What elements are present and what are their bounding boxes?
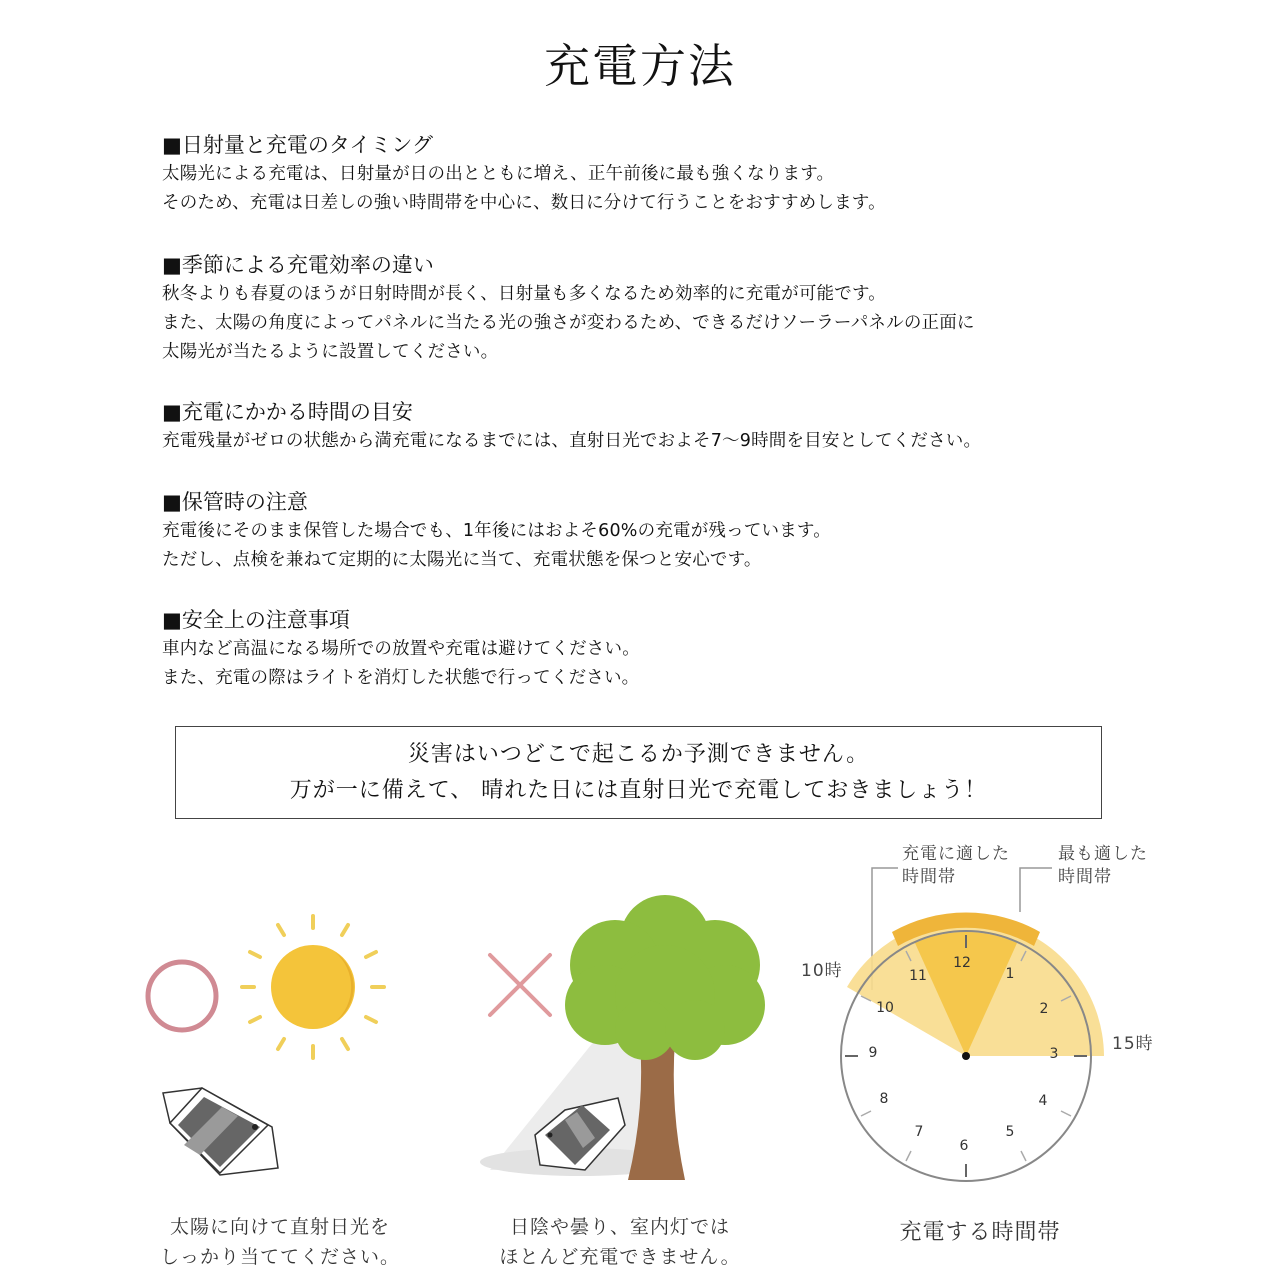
section-safety xyxy=(162,605,1162,693)
svg-text:6: 6 xyxy=(959,1138,969,1154)
label-line: 最も適した xyxy=(1058,844,1148,864)
section-text: また、充電の際はライトを消灯した状態で行ってください。 xyxy=(162,668,640,688)
caption-line: 日陰や曇り、室内灯では xyxy=(509,1216,730,1238)
label-line: 時間帯 xyxy=(902,867,956,887)
label-line: 充電に適した xyxy=(902,844,1010,864)
section-text: また、太陽の角度によってパネルに当たる光の強さが変わるため、できるだけソーラーパネルの正面に xyxy=(162,313,975,333)
caption-line: ほとんど充電できません。 xyxy=(499,1246,741,1268)
section-heading: ■日射量と充電のタイミング xyxy=(162,133,434,157)
callout-line: 災害はいつどこで起こるか予測できません。 xyxy=(407,742,870,767)
callout-line: 万が一に備えて、 晴れた日には直射日光で充電しておきましょう！ xyxy=(289,778,988,803)
bad-example-illustration xyxy=(470,880,800,1190)
good-example-illustration xyxy=(130,900,430,1100)
label-10h: 10時 xyxy=(801,961,843,981)
page-title: 充電方法 xyxy=(544,39,736,93)
svg-text:2: 2 xyxy=(1039,1001,1049,1017)
section-text: そのため、充電は日差しの強い時間帯を中心に、数日に分けて行うことをおすすめします。 xyxy=(162,193,886,213)
ok-circle-icon xyxy=(148,962,216,1030)
svg-text:10: 10 xyxy=(876,1000,894,1016)
svg-text:7: 7 xyxy=(914,1124,924,1140)
caption-line: 太陽に向けて直射日光を xyxy=(169,1216,390,1238)
solar-panel-icon xyxy=(160,1085,310,1185)
sun-icon xyxy=(242,916,384,1058)
label-line: 時間帯 xyxy=(1058,867,1112,887)
svg-text:3: 3 xyxy=(1049,1046,1059,1062)
section-heading: ■保管時の注意 xyxy=(162,490,308,514)
svg-text:9: 9 xyxy=(868,1045,878,1061)
good-example-caption xyxy=(110,1212,450,1272)
section-text: 秋冬よりも春夏のほうが日射時間が長く、日射量も多くなるため効率的に充電が可能です。 xyxy=(162,284,886,304)
section-heading: ■安全上の注意事項 xyxy=(162,608,350,632)
svg-text:12: 12 xyxy=(953,955,971,971)
section-text: 太陽光が当たるように設置してください。 xyxy=(162,342,499,362)
svg-text:5: 5 xyxy=(1005,1124,1015,1140)
section-text: 太陽光による充電は、日射量が日の出とともに増え、正午前後に最も強くなります。 xyxy=(162,164,835,184)
label-15h: 15時 xyxy=(1112,1034,1154,1054)
ng-cross-icon xyxy=(490,955,550,1015)
section-text: ただし、点検を兼ねて定期的に太陽光に当て、充電状態を保つと安心です。 xyxy=(162,550,762,570)
section-text: 充電残量がゼロの状態から満充電になるまでには、直射日光でおよそ7〜9時間を目安としてください。 xyxy=(162,431,982,451)
svg-text:4: 4 xyxy=(1038,1093,1048,1109)
clock-diagram xyxy=(830,860,1130,1190)
bad-example-caption xyxy=(450,1212,790,1272)
section-heading: ■充電にかかる時間の目安 xyxy=(162,400,413,424)
clock-caption: 充電する時間帯 xyxy=(899,1220,1061,1245)
caption-line: しっかり当ててください。 xyxy=(159,1246,400,1268)
section-charge-time xyxy=(162,397,1162,456)
section-seasonal-efficiency xyxy=(162,250,1162,367)
callout-box xyxy=(175,726,1102,819)
section-charge-timing xyxy=(162,130,1162,218)
section-text: 充電後にそのまま保管した場合でも、1年後にはおよそ60%の充電が残っています。 xyxy=(162,521,831,541)
svg-text:1: 1 xyxy=(1005,966,1015,982)
section-text: 車内など高温になる場所での放置や充電は避けてください。 xyxy=(162,639,640,659)
svg-text:11: 11 xyxy=(909,968,927,984)
section-heading: ■季節による充電効率の違い xyxy=(162,253,434,277)
svg-text:8: 8 xyxy=(879,1091,889,1107)
section-storage xyxy=(162,487,1162,575)
